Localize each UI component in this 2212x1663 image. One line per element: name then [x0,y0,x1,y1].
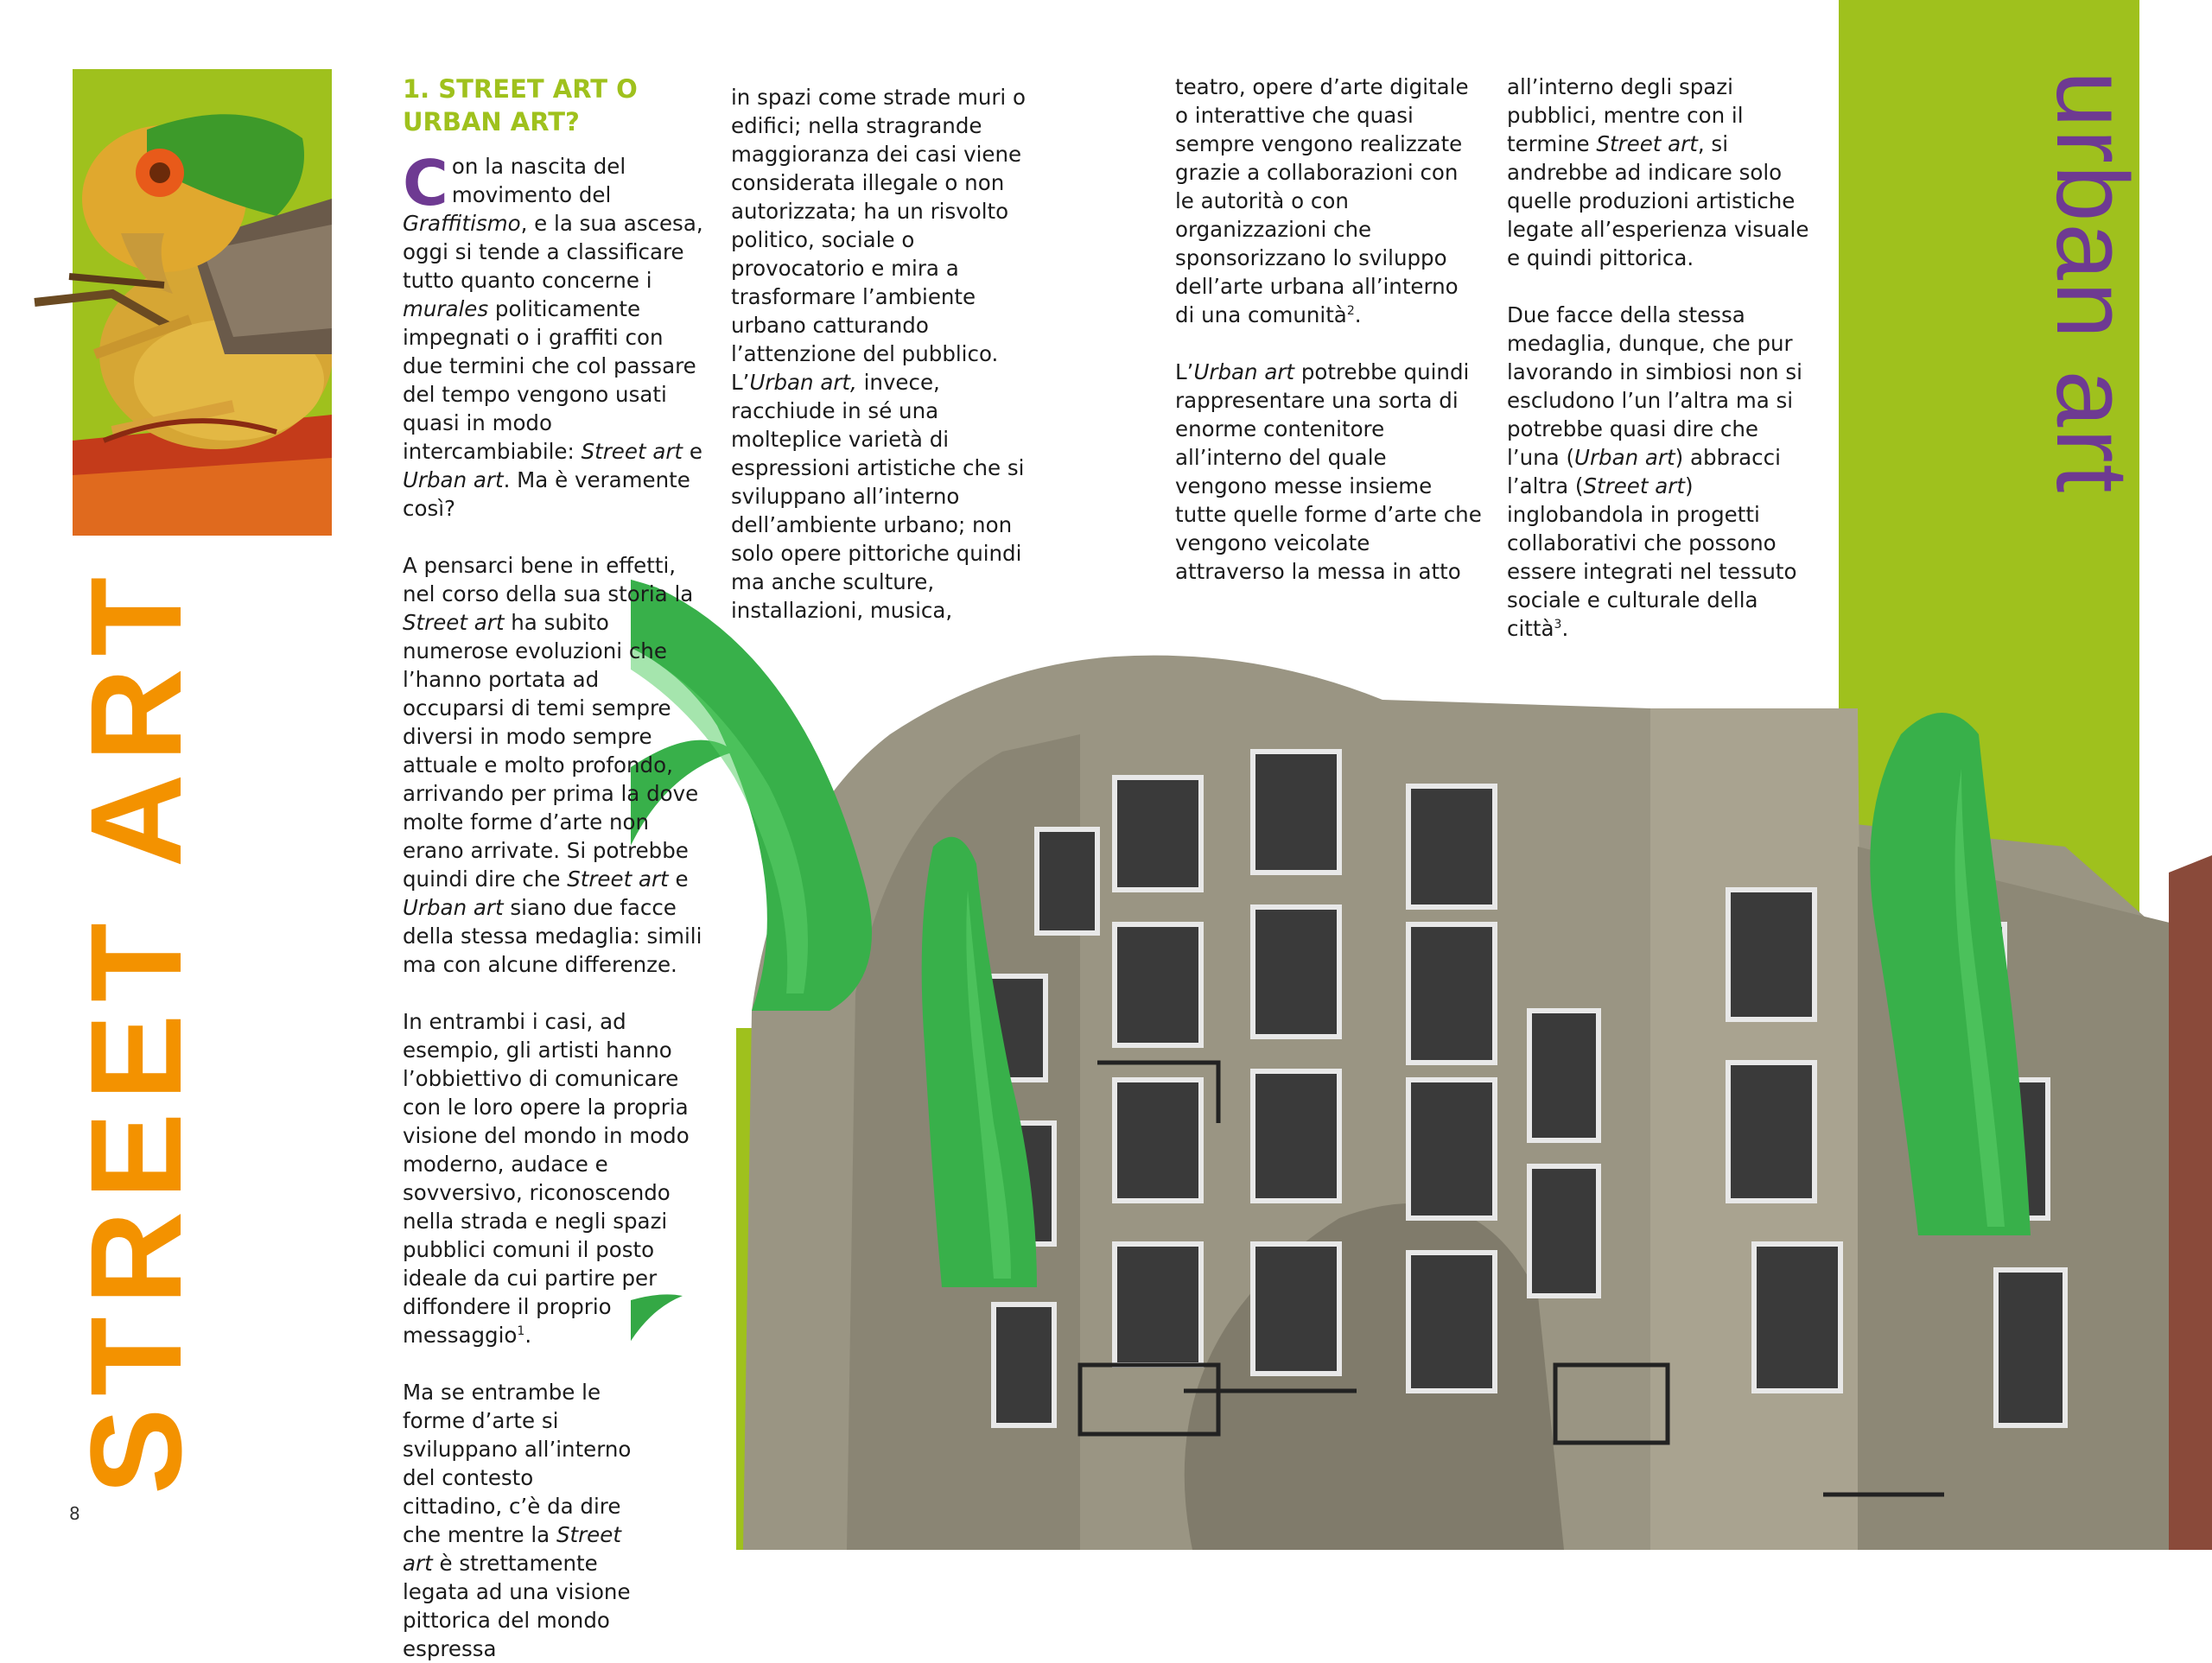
col4-paragraph-1: all’interno degli spazi pubblici, mentre con il termine Street art, si andrebbe ad indicare solo quelle produzioni artistiche legate all’esperienza visuale e quindi pittorica. [1507,74,1809,270]
col3-paragraph-1: teatro, opere d’arte digitale o interattive che quasi sempre vengono realizzate grazie a collaborazioni con le autorità o con organizzazioni che sponsorizzano lo sviluppo dell’arte urbana all’interno di una comunità$^2$. [1175,74,1469,327]
col1-paragraph-1: Con la nascita del movimento del Graffitismo, e la sua ascesa, oggi si tende a classificare tutto quanto concerne i murales politicamente impegnati o i graffiti con due termini che col passare del tempo vengono usati quasi in modo intercambiabile: Street art e Urban art. Ma è veramente così? [403,147,703,521]
col3-paragraph-2: L’Urban art potrebbe quindi rappresentare una sorta di enorme contenitore all’interno del quale vengono messe insieme tutte quelle forme d’arte che vengono veicolate attraverso la messa in atto [1175,359,1482,584]
street-art-vertical-title: STREET ART [63,564,208,1495]
page-number: 8 [69,1503,80,1524]
grasshopper-mural-image [17,69,332,536]
col4-paragraph-2: Due facce della stessa medaglia, dunque, che pur lavorando in simbiosi non si escludono l’un l’altra ma si potrebbe quasi dire che l’una (Urban art) abbracci l’altra (Street art) inglobandola in progetti collaborativi che possono essere integrati nel tessuto sociale e culturale della città$^3$. [1507,302,1802,641]
col2-paragraph-1: in spazi come strade muri o edifici; nella stragrande maggioranza dei casi viene considerata illegale o non autorizzata; ha un risvolto politico, sociale o provocatorio e mira a trasformare l’ambiente urbano catturando l’attenzione del pubblico. L’Urban art, invece, racchiude in sé una molteplice varietà di espressioni artistiche che si sviluppano all’interno dell’ambiente urbano; non solo opere pittoriche quindi ma anche sculture, installazioni, musica, [731,85,1027,623]
text-column-1 [403,73,705,1663]
col1-paragraph-3: In entrambi i casi, ad esempio, gli artisti hanno l’obbiettivo di comunicare con le loro opere la propria visione del mondo in modo moderno, audace e sovversivo, riconoscendo nella strada e negli spazi pubblici comuni il posto ideale da cui partire per diffondere il proprio messaggio$^1$. [403,1009,690,1348]
text-column-2 [731,83,1037,625]
text-column-3 [1175,73,1483,586]
col1-paragraph-2: A pensarci bene in effetti, nel corso della sua storia la Street art ha subito numerose evoluzioni che l’hanno portata ad occuparsi di temi sempre diversi in modo sempre attuale e molto profondo, arrivando per prima la dove molte forme d’arte non erano arrivate. Si potrebbe quindi dire che Street art e Urban art siano due facce della stessa medaglia: simili ma con alcune differenze. [403,553,702,977]
col1-paragraph-4: Ma se entrambe le forme d’arte si sviluppano all’interno del contesto cittadino, c’è da dire che mentre la Street art è strettamente legata ad una visione pittorica del mondo espressa [403,1380,632,1661]
text-column-4 [1507,73,1813,643]
building-tentacles-image [631,562,2212,1550]
urban-art-vertical-title: urban art [2035,71,2149,495]
article-heading: 1. STREET ART O URBAN ART? [403,74,638,136]
dropcap-letter: C [403,147,448,219]
